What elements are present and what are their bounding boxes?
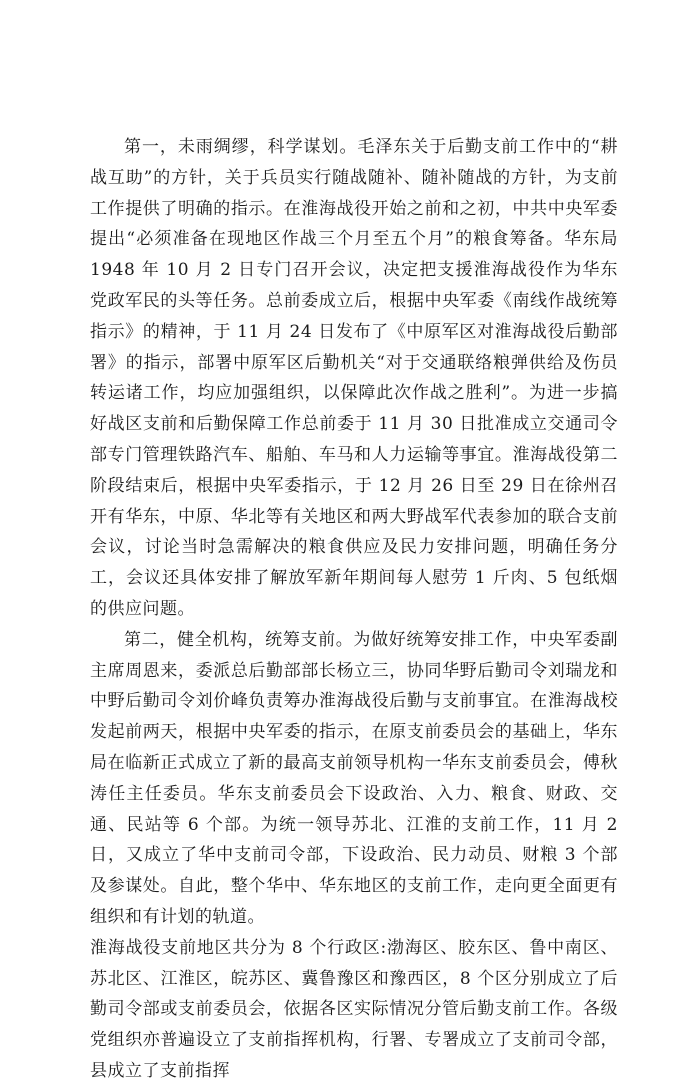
paragraph-first-planning: 第一，未雨绸缪，科学谋划。毛泽东关于后勤支前工作中的“耕战互助”的方针，关于兵员实行随战随补、随补随战的方针，为支前工作提供了明确的指示。在淮海战役开始之前和之初，中共中央军委提出“必须准备在现地区作战三个月至五个月”的粮食筹备。华东局 1948 年 10 月 2 日专门召开会议，决定把支援淮海战役作为华东党政军民的头等任务。总前委成立后，根据中央军委《南线作战统筹指示》的精神，于 11 月 24 日发布了《中原军区对淮海战役后勤部署》的指示，部署中原军区后勤机关“对于交通联络粮弹供给及伤员转运诸工作，均应加强组织，以保障此次作战之胜利”。为进一步搞好战区支前和后勤保障工作总前委于 11 月 30 日批准成立交通司令部专门管理铁路汽车、船舶、车马和人力运输等事宜。淮海战役第二阶段结束后，根据中央军委指示，于 12 月 26 日至 29 日在徐州召开有华东，中原、华北等有关地区和两大野战军代表参加的联合支前会议，讨论当时急需解决的粮食供应及民力安排问题，明确任务分工，会议还具体安排了解放军新年期间每人慰劳 1 斤肉、5 包纸烟的供应问题。 — [90, 137, 618, 619]
document-body — [90, 132, 618, 1087]
paragraph-support-regions: 淮海战役支前地区共分为 8 个行政区:渤海区、胶东区、鲁中南区、苏北区、江淮区，皖苏区、冀鲁豫区和豫西区，8 个区分别成立了后勤司令部或支前委员会，依据各区实际情况分管后勤支前工作。各级党组织亦普遍设立了支前指挥机构，行署、专署成立了支前司令部，县成立了支前指挥 — [90, 937, 618, 1081]
paragraph-second-organization: 第二，健全机构，统筹支前。为做好统筹安排工作，中央军委副主席周恩来，委派总后勤部部长杨立三，协同华野后勤司令刘瑞龙和中野后勤司令刘价峰负责筹办淮海战役后勤与支前事宜。在淮海战校发起前两天，根据中央军委的指示，在原支前委员会的基础上，华东局在临新正式成立了新的最高支前领导机构一华东支前委员会，傅秋涛任主任委员。华东支前委员会下设政治、入力、粮食、财政、交通、民站等 6 个部。为统一领导苏北、江淮的支前工作，11 月 2 日，又成立了华中支前司令部，下设政治、民力动员、财粮 3 个部及参谋处。自此，整个华中、华东地区的支前工作，走向更全面更有组织和有计划的轨道。 — [90, 629, 618, 927]
